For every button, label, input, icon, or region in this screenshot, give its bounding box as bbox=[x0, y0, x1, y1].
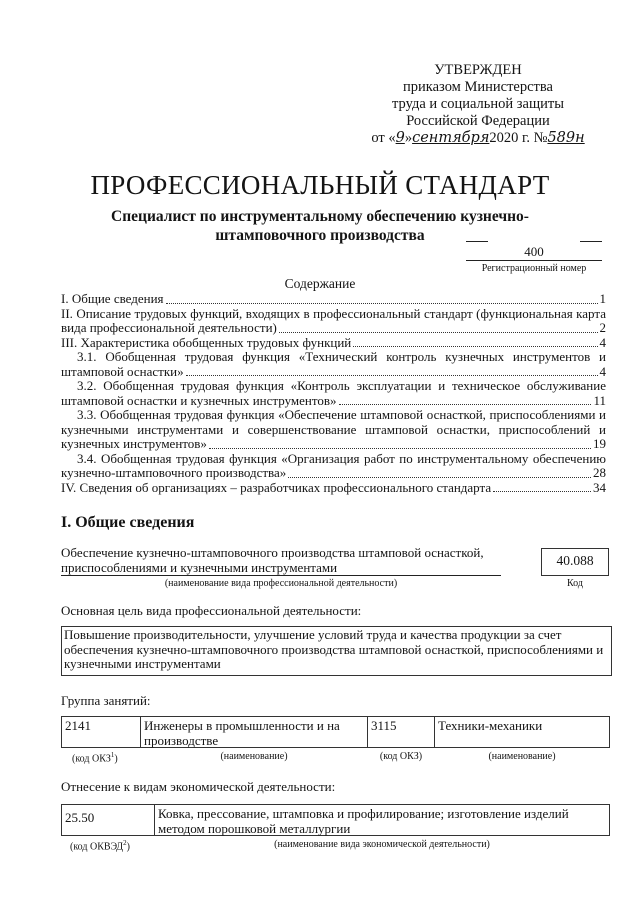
toc-item-3-1-line-2[interactable]: штамповой оснастки» 4 bbox=[61, 363, 606, 379]
registration-number: 400 bbox=[524, 244, 544, 259]
toc-item-3-4-line-2[interactable]: кузнечно-штамповочного производства» 28 bbox=[61, 465, 606, 480]
approval-ministry: труда и социальной защиты bbox=[392, 96, 564, 112]
date-prefix: от « bbox=[371, 130, 396, 146]
toc-item-3-4-line-1[interactable]: 3.4. Обобщенная трудовая функция «Организация работ по инструментальному обеспечению bbox=[77, 450, 606, 466]
section-1-heading: I. Общие сведения bbox=[61, 514, 195, 531]
approval-order: приказом Министерства bbox=[403, 79, 553, 95]
group-caption-code-1: (код ОКЗ$^1$) bbox=[72, 751, 118, 765]
toc-item-3-1-line-1[interactable]: 3.1. Обобщенная трудовая функция «Технический контроль кузнечных инструментов и bbox=[77, 349, 606, 364]
contents-heading: Содержание bbox=[284, 276, 356, 291]
document-title: ПРОФЕССИОНАЛЬНЫЙ СТАНДАРТ bbox=[90, 170, 550, 200]
group-code-2: 3115 bbox=[367, 716, 435, 748]
approval-date-line bbox=[340, 130, 616, 147]
subtitle-line-1: Специалист по инструментальному обеспечению кузнечно- bbox=[111, 208, 529, 225]
group-caption-code-2: (код ОКЗ) bbox=[379, 751, 423, 762]
group-name-2: Техники-механики bbox=[434, 716, 610, 748]
toc-item-3-3-line-3[interactable]: кузнечных инструментов» 19 bbox=[61, 436, 606, 451]
activity-underline bbox=[61, 575, 501, 576]
toc-item-1[interactable]: I. Общие сведения 1 bbox=[61, 291, 606, 306]
handwritten-day: 9 bbox=[395, 130, 405, 146]
table-of-contents bbox=[61, 292, 606, 495]
toc-item-2-line-2[interactable]: вида профессиональной деятельности) 2 bbox=[61, 320, 606, 335]
activity-code: 40.088 bbox=[556, 553, 594, 568]
group-label: Группа занятий: bbox=[61, 693, 151, 708]
group-caption-name-2: (наименование) bbox=[488, 751, 556, 762]
econ-caption-name: (наименование вида экономической деятельности) bbox=[274, 839, 490, 850]
group-code-1: 2141 bbox=[61, 716, 141, 748]
goal-text: Повышение производительности, улучшение условий труда и качества продукции за счет обеспечения кузнечно-штамповочного производства штамповой оснасткой, приспособлениями и кузнечными инструментами bbox=[64, 627, 604, 671]
handwritten-month: сентября bbox=[412, 130, 490, 146]
activity-name: Обеспечение кузнечно-штамповочного производства штамповой оснасткой, приспособлениями и кузнечными инструментами bbox=[61, 545, 484, 575]
activity-caption: (наименование вида профессиональной деятельности) bbox=[164, 578, 398, 589]
toc-item-3-3-line-2[interactable]: кузнечными инструментами и совершенствование штамповой оснастки, приспособлений и bbox=[61, 421, 606, 437]
toc-item-3-3-line-1[interactable]: 3.3. Обобщенная трудовая функция «Обеспечение штамповой оснасткой, приспособлениями и bbox=[77, 407, 606, 422]
approval-title: УТВЕРЖДЕН bbox=[434, 62, 522, 78]
document-subtitle bbox=[40, 207, 600, 245]
handwritten-number: 589н bbox=[547, 130, 585, 146]
goal-label: Основная цель вида профессиональной деятельности: bbox=[61, 603, 362, 618]
subtitle-line-2: штамповочного производства bbox=[215, 227, 425, 244]
toc-item-2-line-1[interactable]: II. Описание трудовых функций, входящих в профессиональный стандарт (функциональная карта bbox=[61, 305, 606, 321]
toc-item-3-2-line-2[interactable]: штамповой оснастки и кузнечных инструментов» 11 bbox=[61, 392, 606, 408]
econ-caption-code: (код ОКВЭД$^2$) bbox=[70, 839, 130, 853]
toc-item-4[interactable]: IV. Сведения об организациях – разработчиках профессионального стандарта 34 bbox=[61, 479, 606, 495]
group-name-1: Инженеры в промышленности и на производстве bbox=[140, 716, 368, 748]
approval-block bbox=[340, 62, 616, 147]
approval-country: Российской Федерации bbox=[406, 113, 550, 129]
date-year: 2020 г. № bbox=[489, 130, 548, 146]
econ-name: Ковка, прессование, штамповка и профилирование; изготовление изделий методом порошковой металлургии bbox=[154, 804, 610, 836]
toc-item-3-2-line-1[interactable]: 3.2. Обобщенная трудовая функция «Контроль эксплуатации и техническое обслуживание bbox=[77, 378, 606, 393]
activity-code-label: Код bbox=[567, 578, 583, 589]
group-caption-name-1: (наименование) bbox=[220, 751, 288, 762]
registration-label: Регистрационный номер bbox=[481, 263, 587, 274]
econ-label: Отнесение к видам экономической деятельности: bbox=[61, 779, 336, 794]
econ-code: 25.50 bbox=[61, 804, 155, 836]
date-mid: » bbox=[404, 130, 413, 146]
toc-item-3[interactable]: III. Характеристика обобщенных трудовых функций 4 bbox=[61, 334, 606, 350]
